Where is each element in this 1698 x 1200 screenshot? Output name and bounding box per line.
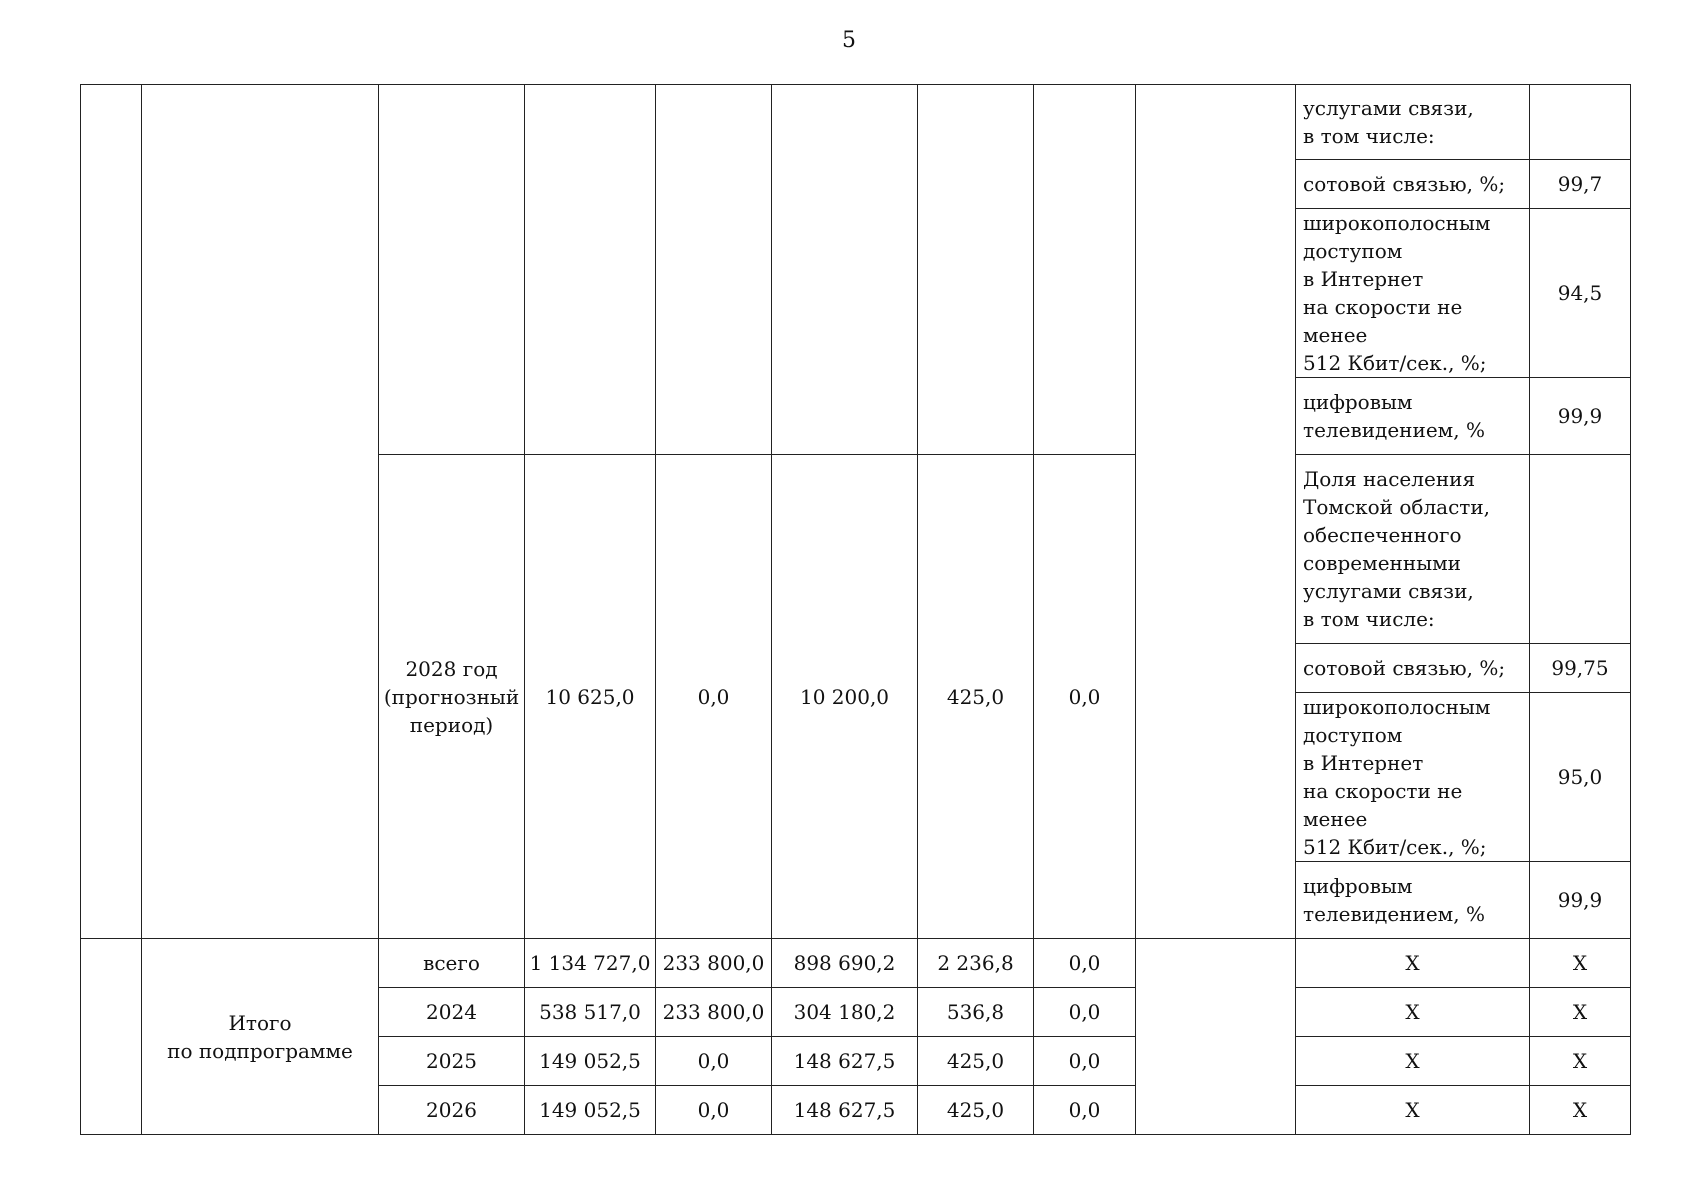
indicator-name: Х [1296, 1086, 1530, 1135]
year-cell: всего [379, 939, 525, 988]
indicator-name: Х [1296, 939, 1530, 988]
indicator-name: широкополосным доступом в Интернет на скорости не менее 512 Кбит/сек., %; [1296, 693, 1530, 862]
indicator-value: Х [1530, 1086, 1631, 1135]
regional-cell: 304 180,2 [772, 988, 918, 1037]
local-cell [918, 85, 1034, 455]
year-cell [379, 85, 525, 455]
total-cell: 10 625,0 [525, 455, 656, 939]
extra-cell: 0,0 [1034, 1037, 1136, 1086]
indicator-value: Х [1530, 988, 1631, 1037]
extra-cell: 0,0 [1034, 939, 1136, 988]
regional-cell: 898 690,2 [772, 939, 918, 988]
indicator-name: Х [1296, 988, 1530, 1037]
regional-cell: 10 200,0 [772, 455, 918, 939]
local-cell: 536,8 [918, 988, 1034, 1037]
executor-cell [1136, 939, 1296, 1135]
local-cell: 425,0 [918, 1037, 1034, 1086]
federal-cell: 233 800,0 [656, 988, 772, 1037]
subtotal-label: Итого по подпрограмме [142, 939, 379, 1135]
indicator-value: 95,0 [1530, 693, 1631, 862]
extra-cell: 0,0 [1034, 988, 1136, 1037]
regional-cell [772, 85, 918, 455]
subprogram-table [80, 84, 1631, 1135]
indicator-value [1530, 455, 1631, 644]
indicator-value: 99,9 [1530, 862, 1631, 939]
extra-cell: 0,0 [1034, 1086, 1136, 1135]
extra-cell [1034, 85, 1136, 455]
total-cell [525, 85, 656, 455]
local-cell: 425,0 [918, 1086, 1034, 1135]
executor-cell [1136, 85, 1296, 939]
indicator-value [1530, 85, 1631, 160]
table-row [81, 85, 1631, 160]
indicator-name: Доля населения Томской области, обеспеченного современными услугами связи, в том числе: [1296, 455, 1530, 644]
extra-cell: 0,0 [1034, 455, 1136, 939]
indicator-value: Х [1530, 1037, 1631, 1086]
indicator-value: 99,75 [1530, 644, 1631, 693]
federal-cell: 0,0 [656, 1086, 772, 1135]
indicator-value: 94,5 [1530, 209, 1631, 378]
indicator-name: Х [1296, 1037, 1530, 1086]
indicator-value: Х [1530, 939, 1631, 988]
year-cell: 2026 [379, 1086, 525, 1135]
indicator-name: услугами связи, в том числе: [1296, 85, 1530, 160]
page-number: 5 [842, 28, 856, 53]
year-cell: 2028 год (прогнозный период) [379, 455, 525, 939]
total-cell: 149 052,5 [525, 1037, 656, 1086]
indicator-name: сотовой связью, %; [1296, 644, 1530, 693]
federal-cell: 0,0 [656, 455, 772, 939]
total-cell: 1 134 727,0 [525, 939, 656, 988]
federal-cell: 0,0 [656, 1037, 772, 1086]
year-cell: 2025 [379, 1037, 525, 1086]
table-row [81, 939, 1631, 988]
federal-cell: 233 800,0 [656, 939, 772, 988]
total-cell: 149 052,5 [525, 1086, 656, 1135]
federal-cell [656, 85, 772, 455]
indicator-value: 99,9 [1530, 378, 1631, 455]
number-cell [81, 85, 142, 939]
local-cell: 2 236,8 [918, 939, 1034, 988]
indicator-name: цифровым телевидением, % [1296, 378, 1530, 455]
total-cell: 538 517,0 [525, 988, 656, 1037]
number-cell [81, 939, 142, 1135]
local-cell: 425,0 [918, 455, 1034, 939]
name-cell [142, 85, 379, 939]
indicator-name: сотовой связью, %; [1296, 160, 1530, 209]
indicator-name: широкополосным доступом в Интернет на скорости не менее 512 Кбит/сек., %; [1296, 209, 1530, 378]
regional-cell: 148 627,5 [772, 1037, 918, 1086]
regional-cell: 148 627,5 [772, 1086, 918, 1135]
indicator-name: цифровым телевидением, % [1296, 862, 1530, 939]
indicator-value: 99,7 [1530, 160, 1631, 209]
year-cell: 2024 [379, 988, 525, 1037]
